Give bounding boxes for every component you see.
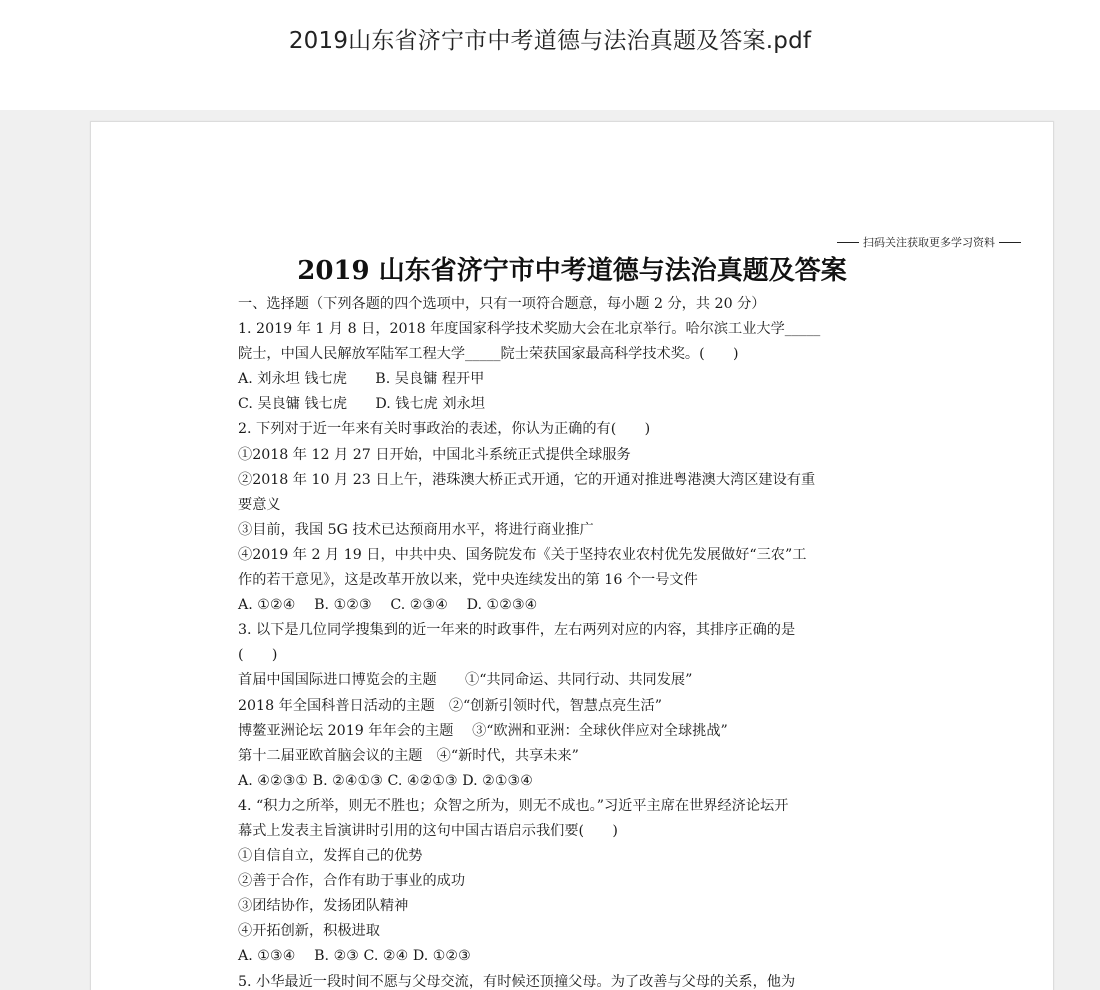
document-line: A. 刘永坦 钱七虎 B. 吴良镛 程开甲 bbox=[238, 371, 485, 388]
document-line: 要意义 bbox=[238, 496, 281, 513]
banner-text: 扫码关注获取更多学习资料 bbox=[863, 236, 995, 249]
document-line: 4. “积力之所举，则无不胜也；众智之所为，则无不成也。”习近平主席在世界经济论坛开 bbox=[238, 797, 789, 814]
document-line: 3. 以下是几位同学搜集到的近一年来的时政事件，左右两列对应的内容，其排序正确的是 bbox=[238, 622, 796, 639]
page-banner bbox=[833, 234, 1025, 250]
document-line: 5. 小华最近一段时间不愿与父母交流，有时候还顶撞父母。为了改善与父母的关系，他为 bbox=[238, 973, 796, 990]
document-line: ④开拓创新，积极进取 bbox=[238, 923, 380, 940]
document-line: C. 吴良镛 钱七虎 D. 钱七虎 刘永坦 bbox=[238, 396, 485, 413]
document-line: 院士，中国人民解放军陆军工程大学_____院士荣获国家最高科学技术奖。( ) bbox=[238, 346, 739, 363]
document-line: 1. 2019 年 1 月 8 日，2018 年度国家科学技术奖励大会在北京举行。哈尔滨工业大学_____ bbox=[238, 321, 821, 338]
document-line: A. ①③④ B. ②③ C. ②④ D. ①②③ bbox=[238, 948, 471, 965]
document-line: ③团结协作，发扬团队精神 bbox=[238, 898, 409, 915]
document-line: 第十二届亚欧首脑会议的主题 ④“新时代，共享未来” bbox=[238, 747, 579, 764]
file-title: 2019山东省济宁市中考道德与法治真题及答案.pdf bbox=[288, 28, 812, 54]
document-line: ①自信自立，发挥自己的优势 bbox=[238, 848, 423, 865]
document-line: 一、选择题（下列各题的四个选项中，只有一项符合题意，每小题 2 分，共 20 分） bbox=[238, 296, 766, 312]
document-viewer[interactable] bbox=[0, 110, 1100, 990]
document-line: ②2018 年 10 月 23 日上午，港珠澳大桥正式开通，它的开通对推进粤港澳大湾区建设有重 bbox=[238, 471, 816, 488]
document-line: ( ) bbox=[238, 647, 278, 664]
document-body bbox=[238, 292, 918, 990]
file-header bbox=[0, 0, 1100, 110]
document-line: ④2019 年 2 月 19 日，中共中央、国务院发布《关于坚持农业农村优先发展做好“三农”工 bbox=[238, 546, 807, 563]
document-line: ①2018 年 12 月 27 日开始，中国北斗系统正式提供全球服务 bbox=[238, 446, 631, 463]
document-line: A. ④②③① B. ②④①③ C. ④②①③ D. ②①③④ bbox=[238, 772, 533, 789]
banner-rule-left bbox=[837, 242, 859, 243]
document-line: 幕式上发表主旨演讲时引用的这句中国古语启示我们要( ) bbox=[238, 822, 618, 839]
document-line: 2018 年全国科普日活动的主题 ②“创新引领时代，智慧点亮生活” bbox=[238, 697, 662, 714]
document-line: 首届中国国际进口博览会的主题 ①“共同命运、共同行动、共同发展” bbox=[238, 672, 693, 689]
document-line: 博鳌亚洲论坛 2019 年年会的主题 ③“欧洲和亚洲：全球伙伴应对全球挑战” bbox=[238, 722, 728, 739]
document-line: A. ①②④ B. ①②③ C. ②③④ D. ①②③④ bbox=[238, 597, 538, 614]
document-line: 2. 下列对于近一年来有关时事政治的表述，你认为正确的有( ) bbox=[238, 421, 651, 438]
document-line: 作的若干意见》，这是改革开放以来，党中央连续发出的第 16 个一号文件 bbox=[238, 572, 698, 589]
document-page bbox=[90, 121, 1054, 990]
banner-rule-right bbox=[999, 242, 1021, 243]
document-title: 2019 山东省济宁市中考道德与法治真题及答案 bbox=[297, 256, 847, 286]
document-line: ②善于合作，合作有助于事业的成功 bbox=[238, 873, 466, 890]
document-line: ③目前，我国 5G 技术已达预商用水平，将进行商业推广 bbox=[238, 521, 594, 538]
